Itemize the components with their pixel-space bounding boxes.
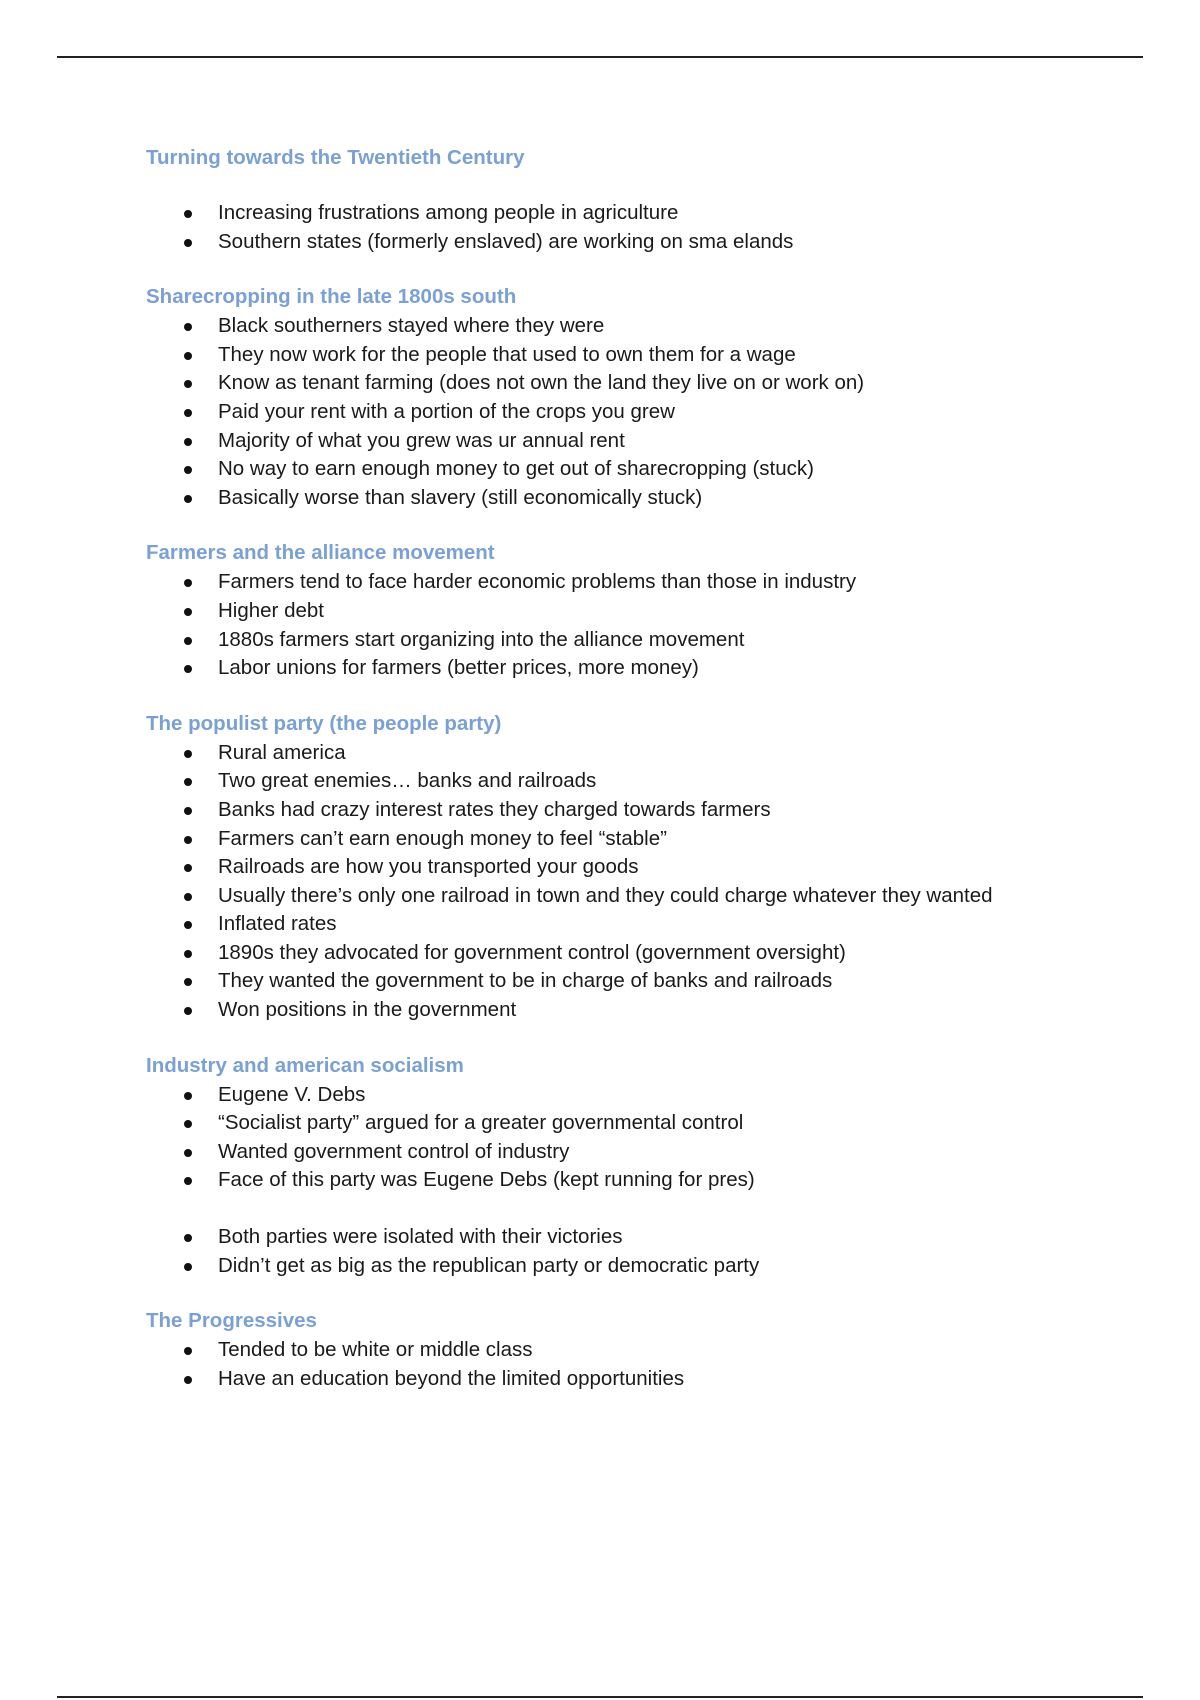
bullet-icon xyxy=(184,1263,192,1271)
list-item xyxy=(146,967,1106,996)
bullet-icon xyxy=(184,1177,192,1185)
bullet-icon xyxy=(184,1149,192,1157)
bullet-icon xyxy=(184,921,192,929)
list-item xyxy=(146,199,1106,228)
bullet-icon xyxy=(184,978,192,986)
list-item-text: Railroads are how you transported your goods xyxy=(218,855,639,879)
list-item-text: Both parties were isolated with their victories xyxy=(218,1225,623,1249)
list-item-text: They now work for the people that used to own them for a wage xyxy=(218,342,796,366)
list-item-text: Eugene V. Debs xyxy=(218,1082,366,1106)
list-item-text: Face of this party was Eugene Debs (kept running for pres) xyxy=(218,1168,755,1192)
section-heading: Industry and american socialism xyxy=(146,1053,464,1077)
bullet-icon xyxy=(184,750,192,758)
bullet-icon xyxy=(184,466,192,474)
bottom-rule xyxy=(57,1696,1143,1698)
list-item-text: Majority of what you grew was ur annual rent xyxy=(218,428,625,452)
section-heading: Sharecropping in the late 1800s south xyxy=(146,285,517,309)
list-item xyxy=(146,796,1106,825)
bullet-icon xyxy=(184,380,192,388)
bullet-list xyxy=(146,312,1106,512)
list-item xyxy=(146,654,1106,683)
list-item-text: Farmers can’t earn enough money to feel “stable” xyxy=(218,826,667,850)
list-item xyxy=(146,853,1106,882)
bullet-list xyxy=(146,568,1106,682)
list-item-text: Two great enemies… banks and railroads xyxy=(218,769,597,793)
list-item-text: Didn’t get as big as the republican party or democratic party xyxy=(218,1253,760,1277)
list-item-text: No way to earn enough money to get out of sharecropping (stuck) xyxy=(218,457,814,481)
list-item-text: Farmers tend to face harder economic problems than those in industry xyxy=(218,570,857,594)
bullet-icon xyxy=(184,807,192,815)
list-item-text: Banks had crazy interest rates they charged towards farmers xyxy=(218,797,771,821)
list-item-text: “Socialist party” argued for a greater governmental control xyxy=(218,1111,744,1135)
list-item xyxy=(146,1365,1106,1394)
list-item-text: Increasing frustrations among people in agriculture xyxy=(218,201,679,224)
list-item xyxy=(146,228,1106,257)
bullet-icon xyxy=(184,579,192,587)
section-heading: Farmers and the alliance movement xyxy=(146,541,495,565)
list-item xyxy=(146,1223,1106,1252)
bullet-icon xyxy=(184,778,192,786)
list-item-text: Have an education beyond the limited opportunities xyxy=(218,1366,685,1390)
list-item xyxy=(146,1252,1106,1281)
bullet-icon xyxy=(184,1376,192,1384)
document-body xyxy=(146,143,1106,1393)
section-heading: Turning towards the Twentieth Century xyxy=(146,146,525,169)
list-item-text: Higher debt xyxy=(218,598,324,622)
list-item-text: Won positions in the government xyxy=(218,998,517,1022)
bullet-icon xyxy=(184,637,192,645)
section-alliance-movement xyxy=(146,538,1106,682)
list-item-text: Know as tenant farming (does not own the land they live on or work on) xyxy=(218,371,865,395)
list-item xyxy=(146,739,1106,768)
bullet-icon xyxy=(184,323,192,331)
list-item-text: Black southerners stayed where they were xyxy=(218,314,605,338)
list-item xyxy=(146,369,1106,398)
list-item-text: Labor unions for farmers (better prices, more money) xyxy=(218,656,699,680)
list-item-text: Southern states (formerly enslaved) are working on sma elands xyxy=(218,229,794,253)
bullet-list xyxy=(146,739,1106,1025)
bullet-icon xyxy=(184,950,192,958)
list-item xyxy=(146,568,1106,597)
list-item xyxy=(146,398,1106,427)
bullet-list xyxy=(146,1081,1106,1195)
bullet-list-extra xyxy=(146,1223,1106,1280)
bullet-icon xyxy=(184,352,192,360)
list-item xyxy=(146,1138,1106,1167)
list-item xyxy=(146,996,1106,1025)
list-item xyxy=(146,825,1106,854)
bullet-icon xyxy=(184,1120,192,1128)
section-heading: The populist party (the people party) xyxy=(146,711,502,735)
list-item xyxy=(146,312,1106,341)
list-item-text: Tended to be white or middle class xyxy=(218,1338,533,1362)
list-item-text: Basically worse than slavery (still economically stuck) xyxy=(218,485,703,509)
bullet-list xyxy=(146,1336,1106,1393)
bullet-icon xyxy=(184,239,192,247)
section-american-socialism xyxy=(146,1051,1106,1281)
bullet-list xyxy=(146,199,1106,256)
section-twentieth-century xyxy=(146,143,1106,256)
bullet-icon xyxy=(184,608,192,616)
bullet-icon xyxy=(184,1347,192,1355)
list-item xyxy=(146,626,1106,655)
bullet-icon xyxy=(184,836,192,844)
list-item xyxy=(146,1081,1106,1110)
list-item xyxy=(146,1336,1106,1365)
list-item xyxy=(146,427,1106,456)
bullet-icon xyxy=(184,409,192,417)
list-item-text: 1890s they advocated for government control (government oversight) xyxy=(218,940,846,964)
list-item xyxy=(146,341,1106,370)
list-item xyxy=(146,882,1106,911)
bullet-icon xyxy=(184,864,192,872)
bullet-icon xyxy=(184,893,192,901)
bullet-icon xyxy=(184,438,192,446)
bullet-icon xyxy=(184,210,192,218)
bullet-icon xyxy=(184,1234,192,1242)
list-item xyxy=(146,1109,1106,1138)
list-item xyxy=(146,484,1106,513)
list-item-text: Paid your rent with a portion of the crops you grew xyxy=(218,399,675,423)
bullet-icon xyxy=(184,1092,192,1100)
section-progressives xyxy=(146,1306,1106,1393)
list-item-text: Rural america xyxy=(218,740,346,764)
bullet-icon xyxy=(184,1007,192,1015)
list-item-text: Wanted government control of industry xyxy=(218,1139,570,1163)
list-item xyxy=(146,597,1106,626)
list-item-text: They wanted the government to be in charge of banks and railroads xyxy=(218,969,833,993)
bullet-icon xyxy=(184,495,192,503)
list-item xyxy=(146,910,1106,939)
section-populist-party xyxy=(146,709,1106,1025)
bullet-icon xyxy=(184,665,192,673)
list-item xyxy=(146,939,1106,968)
list-item xyxy=(146,455,1106,484)
list-item xyxy=(146,1166,1106,1195)
list-item-text: Usually there’s only one railroad in town and they could charge whatever they wanted xyxy=(218,883,993,907)
section-sharecropping xyxy=(146,282,1106,512)
list-item-text: Inflated rates xyxy=(218,912,337,936)
section-heading: The Progressives xyxy=(146,1309,317,1333)
list-item-text: 1880s farmers start organizing into the alliance movement xyxy=(218,627,745,651)
top-rule xyxy=(57,56,1143,58)
list-item xyxy=(146,767,1106,796)
